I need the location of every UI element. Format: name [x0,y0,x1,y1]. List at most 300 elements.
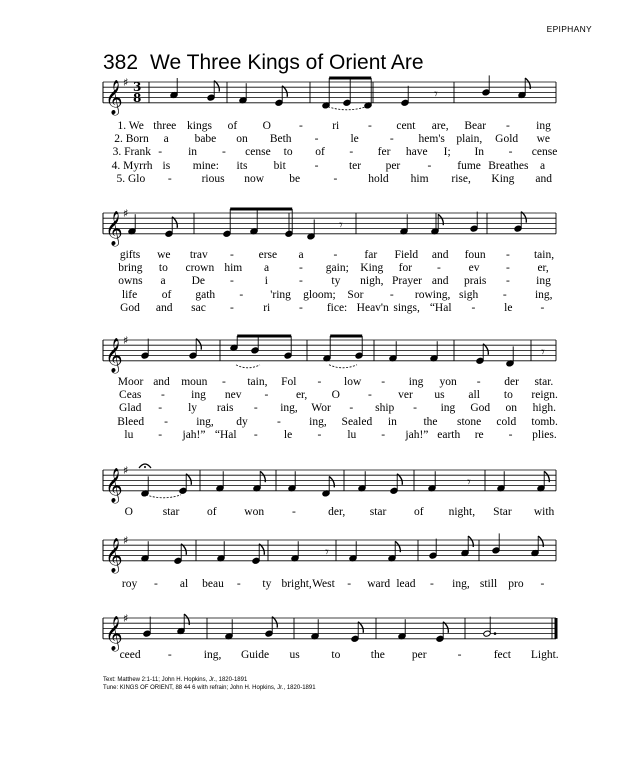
eighth-rest-icon: 𝄾 [467,474,471,491]
treble-clef-icon: 𝄞 [105,210,123,246]
lyric-syllable: nev [224,389,242,402]
lyric-syllable: bring [118,262,143,275]
tune-credit: Tune: KINGS OF ORIENT, 88 44 6 with refrain; John H. Hopkins, Jr., 1820-1891 [103,685,316,691]
sharp-icon: ♯ [123,534,129,547]
lyric-syllable: I; [443,146,451,159]
note-flag [538,536,543,547]
lyric-syllable: - [389,133,394,146]
lyric-syllable: - [298,301,303,314]
note-head [284,352,292,359]
note-head [288,485,296,492]
lyric-syllable: yon [439,376,457,388]
note-head [311,633,319,640]
lyric-syllable: ev [468,262,480,275]
lyric-syllable: 5. Glo [116,172,146,185]
lyric-syllable: le [504,301,513,314]
lyric-syllable: “Hal [429,301,452,314]
lyric-syllable: prais [464,275,487,288]
lyric-syllable: ri [332,120,340,132]
note-head [461,549,469,556]
note-head [275,99,283,106]
treble-clef-icon: 𝄞 [105,615,123,651]
note-head [430,355,438,362]
lyric-syllable: Prayer [391,275,423,288]
note-head [143,630,151,637]
lyric-syllable: Glad [119,402,142,415]
lyric-syllable: won [244,506,265,518]
lyric-syllable: - [349,402,354,415]
lyric-syllable: pro [508,578,524,590]
lyric-syllable: a [160,275,166,288]
lyric-syllable: - [221,146,226,159]
lyric-syllable: - [505,262,510,275]
lyric-syllable: - [298,120,303,132]
lyric-syllable: ing [408,376,424,388]
note-head [251,347,259,354]
lyric-syllable: - [253,428,258,441]
lyric-syllable: a [539,159,546,172]
lyric-syllable: we [536,133,551,146]
lyric-syllable: in [387,415,397,428]
lyric-syllable: 1. We [117,120,144,132]
lyric-syllable: ing [191,389,206,402]
lyric-syllable: hem's [418,133,445,146]
sharp-icon: ♯ [123,207,129,220]
note-head [322,490,330,497]
lyric-syllable: moun [181,376,208,388]
lyric-syllable: - [164,415,168,428]
text-credit: Text: Matthew 2:1-11; John H. Hopkins, Jr., 1820-1891 [103,677,248,683]
lyric-syllable: ing, [196,415,214,428]
lyric-syllable: - [239,288,244,301]
lyric-syllable: of [227,120,238,132]
lyric-syllable: star. [534,376,554,388]
note-head [165,230,173,237]
lyric-syllable: on [236,133,248,146]
note-flag [438,214,443,225]
section-label: EPIPHANY [546,24,592,34]
lyric-syllable: - [471,301,476,314]
lyric-syllable: and [155,301,173,314]
lyric-syllable: of [161,288,172,301]
note-head [349,555,357,562]
lyric-syllable: O [331,389,340,402]
note-head [343,99,351,106]
lyric-syllable: for [398,262,413,275]
treble-clef-icon: 𝄞 [105,79,123,115]
lyric-syllable: - [349,146,354,159]
lyric-syllable: star [369,506,387,518]
note-flag [525,78,530,89]
eighth-rest-icon: 𝄾 [434,86,438,103]
lyric-syllable: roy [121,578,138,590]
lyric-syllable: be [289,172,301,185]
lyric-syllable: - [236,578,241,590]
note-flag [196,339,201,350]
lyric-syllable: high. [532,402,556,415]
note-flag [214,81,219,92]
lyric-syllable: tain, [533,249,555,261]
lyric-syllable: Star [493,506,512,518]
lyric-syllable: gifts [119,249,141,261]
lyric-syllable: - [508,146,513,159]
lyric-syllable: the [423,415,438,428]
note-head [174,557,182,564]
note-head [497,485,505,492]
lyric-syllable: Light. [530,649,559,661]
note-head [223,230,231,237]
lyric-syllable: kings [187,120,212,132]
lyric-syllable: - [298,275,303,288]
note-head [476,357,484,364]
lyric-syllable: - [413,402,417,415]
note-head [537,485,545,492]
note-head [428,485,436,492]
note-flag [172,217,177,228]
lyric-syllable: in [188,146,198,159]
lyric-syllable: ver [398,389,413,402]
note-head [225,633,233,640]
sharp-icon: ♯ [123,612,129,625]
lyric-syllable: er, [537,262,549,275]
lyric-syllable: Moor [117,376,144,388]
lyric-syllable: - [314,133,319,146]
sharp-icon: ♯ [123,76,129,89]
lyric-syllable: - [167,172,172,185]
lyric-syllable: to [283,146,293,159]
note-flag [259,544,264,555]
lyric-syllable: - [158,428,163,441]
note-head [358,485,366,492]
note-head [239,97,247,104]
slur [328,107,366,110]
lyric-syllable: the [370,649,385,661]
lyric-syllable: - [154,578,158,590]
lyric-syllable: - [314,159,319,172]
lyric-syllable: ing, [203,649,222,661]
note-flag [544,471,549,482]
lyric-line [0,173,640,188]
lyric-syllable: ing, [452,578,470,590]
lyric-syllable: De [191,275,206,288]
lyric-syllable: - [347,578,352,590]
lyric-syllable: gain; [325,262,349,275]
lyric-syllable: In [474,146,485,159]
lyric-syllable: Fol [281,376,297,388]
note-flag [260,471,265,482]
lyric-syllable: - [276,415,281,428]
lyric-syllable: night, [448,506,476,518]
lyric-syllable: - [505,120,510,132]
note-head [398,633,406,640]
lyric-syllable: - [298,262,303,275]
lyric-syllable: “Hal [214,428,237,441]
eighth-rest-icon: 𝄾 [339,217,343,234]
lyric-syllable: owns [118,275,143,288]
lyric-syllable: ceed [119,649,141,661]
lyric-syllable: - [367,120,372,132]
lyric-syllable: Wor [311,402,331,415]
lyric-syllable: crown [185,262,215,275]
lyric-syllable: - [229,301,234,314]
note-flag [443,622,448,633]
lyric-syllable: and [153,376,170,388]
lyric-syllable: - [427,159,432,172]
lyric-syllable: West [312,578,335,590]
treble-clef-icon: 𝄞 [105,467,123,503]
lyric-syllable: three [153,120,177,132]
note-head [436,635,444,642]
note-head [141,490,149,497]
lyric-syllable: and [431,275,449,288]
note-flag [521,212,526,223]
lyric-syllable: Field [394,249,419,261]
lyric-syllable: of [206,506,217,518]
lyric-syllable: cense [531,146,558,159]
sharp-icon: ♯ [123,464,129,477]
note-flag [483,344,488,355]
lyric-syllable: mine: [192,159,219,172]
lyric-syllable: - [158,146,163,159]
lyric-syllable: sac [191,301,206,314]
lyric-syllable: sings, [393,301,420,314]
note-head [470,225,478,232]
lyric-syllable: ly [188,402,198,415]
lyric-syllable: - [502,288,507,301]
lyric-syllable: - [160,389,165,402]
lyric-syllable: al [179,578,189,590]
lyric-syllable: - [229,275,234,288]
lyric-syllable: re [474,428,484,441]
lyric-syllable: ing [536,275,551,288]
lyric-syllable: him [224,262,243,275]
lyric-syllable: we [157,249,171,261]
lyric-syllable: O [124,506,133,518]
note-head [252,557,260,564]
lyric-syllable: der [504,376,519,388]
eighth-rest-icon: 𝄾 [325,544,329,561]
lyric-syllable: star [162,506,180,518]
lyric-syllable: a [263,262,270,275]
lyric-syllable: babe [194,133,217,146]
note-flag [282,86,287,97]
lyric-syllable: us [289,649,300,661]
lyric-syllable: low [344,376,362,388]
note-head [400,228,408,235]
lyric-syllable: - [508,428,513,441]
note-flag [184,614,189,625]
note-flag [395,541,400,552]
note-head [207,94,215,101]
lyric-syllable: hold [368,172,389,185]
note-head [401,99,409,106]
lyric-syllable: Bear [464,120,487,132]
lyric-syllable: to [503,389,513,402]
lyric-syllable: to [158,262,168,275]
lyric-syllable: ty [262,578,272,590]
lyric-syllable: per [385,159,401,172]
lyric-syllable: of [413,506,424,518]
lyric-syllable: with [533,506,555,518]
note-head [177,627,185,634]
lyric-syllable: erse [258,249,278,261]
lyric-syllable: gloom; [303,288,336,301]
note-head [217,555,225,562]
lyric-syllable: of [315,146,325,159]
lyric-syllable: Sor [347,288,364,301]
treble-clef-icon: 𝄞 [105,337,123,373]
slur [329,365,357,368]
lyric-syllable: tain, [247,376,268,388]
lyric-syllable: us [434,389,445,402]
lyric-syllable: per [411,649,427,661]
note-flag [468,536,473,547]
lyric-syllable: ty [331,275,341,288]
lyric-syllable: - [167,649,172,661]
note-head [390,487,398,494]
lyric-syllable: le [350,133,359,146]
note-head [364,102,372,109]
lyric-syllable: fer [377,146,391,159]
note-head [285,230,293,237]
lyric-syllable: - [229,249,234,261]
lyric-syllable: ing [440,402,456,415]
lyric-syllable: - [540,301,545,314]
lyric-syllable: O [262,120,271,132]
note-head [389,355,397,362]
note-head [230,344,238,351]
note-flag [358,622,363,633]
note-flag [186,474,191,485]
time-signature: 3 [133,80,142,94]
note-head [323,355,331,362]
lyric-syllable: rowing, [414,288,451,301]
note-head [128,228,136,235]
lyric-syllable: lu [347,428,357,441]
lyric-syllable: fice: [326,301,348,314]
lyric-syllable: - [476,376,481,388]
lyric-syllable: now [244,172,265,185]
treble-clef-icon: 𝄞 [105,537,123,573]
lyric-syllable: is [162,159,171,172]
note-head [351,635,359,642]
lyric-syllable: gath [195,288,216,301]
lyric-syllable: - [430,578,434,590]
lyric-syllable: fume [457,159,481,172]
lyric-syllable: Bleed [117,415,145,428]
note-head [307,233,315,240]
lyric-syllable: ri [263,301,271,314]
lyric-syllable: plain, [456,133,483,146]
note-head [388,555,396,562]
lyric-syllable: King [491,172,515,185]
lyric-syllable: plies. [532,428,557,441]
lyric-syllable: have [405,146,428,159]
lyric-syllable: - [381,376,386,388]
note-head [531,549,539,556]
lyric-syllable: er, [295,389,308,402]
lyric-syllable: - [292,506,296,518]
note-head [265,630,273,637]
note-flag [181,544,186,555]
lyric-syllable: 'ring [270,288,291,301]
lyric-syllable: cense [245,146,271,159]
note-head [482,89,490,96]
lyric-syllable: ing, [309,415,327,428]
lyric-syllable: far [364,249,378,261]
lyric-syllable: 3. Frank [112,146,152,159]
lyric-line [0,506,640,521]
lyric-syllable: sigh [459,288,479,301]
lyric-syllable: rious [201,172,225,185]
slur [146,495,181,498]
note-head [322,102,330,109]
lyric-syllable: - [158,402,163,415]
note-head [216,485,224,492]
lyric-syllable: rise, [451,172,471,185]
note-head [492,547,500,554]
lyric-syllable: fect [493,649,511,661]
lyric-syllable: all [468,389,480,402]
lyric-syllable: - [367,389,372,402]
lyric-syllable: - [221,376,226,388]
lyric-syllable: God [120,301,140,314]
lyric-syllable: 2. Born [114,133,149,146]
note-head [429,552,437,559]
lyric-syllable: dy [236,415,248,428]
lyric-syllable: to [331,649,341,661]
lyric-syllable: - [264,389,269,402]
lyric-line [0,578,640,593]
lyric-syllable: lu [124,428,134,441]
lyric-syllable: King [360,262,384,275]
lyric-syllable: still [479,578,498,590]
lyric-syllable: jah!” [182,428,206,441]
note-head [291,555,299,562]
note-head [514,225,522,232]
lyric-syllable: earth [437,428,461,441]
note-head [189,352,197,359]
lyric-syllable: Sealed [341,415,373,428]
slur [236,365,260,368]
note-head [141,555,149,562]
lyric-syllable: Gold [495,133,519,146]
lyric-syllable: - [457,649,462,661]
lyric-syllable: bright, [281,578,312,590]
lyric-syllable: beau [202,578,224,590]
lyric-syllable: nigh, [360,275,384,288]
sharp-icon: ♯ [123,334,129,347]
fermata-icon [139,464,151,468]
lyric-syllable: its [236,159,248,172]
note-head [518,91,526,98]
lyric-syllable: are, [431,120,449,132]
lyric-syllable: - [389,288,394,301]
note-head [141,352,149,359]
lyric-syllable: ing, [534,288,553,301]
note-head [170,91,178,98]
lyric-syllable: Beth [269,133,292,146]
lyric-syllable: jah!” [405,428,429,441]
note-head [179,487,187,494]
note-flag [272,617,277,628]
eighth-rest-icon: 𝄾 [541,344,545,361]
lyric-syllable: - [333,249,338,261]
lyric-syllable: ward [367,578,391,590]
lyric-syllable: - [317,376,322,388]
lyric-syllable: - [436,262,441,275]
lyric-line [0,429,640,444]
